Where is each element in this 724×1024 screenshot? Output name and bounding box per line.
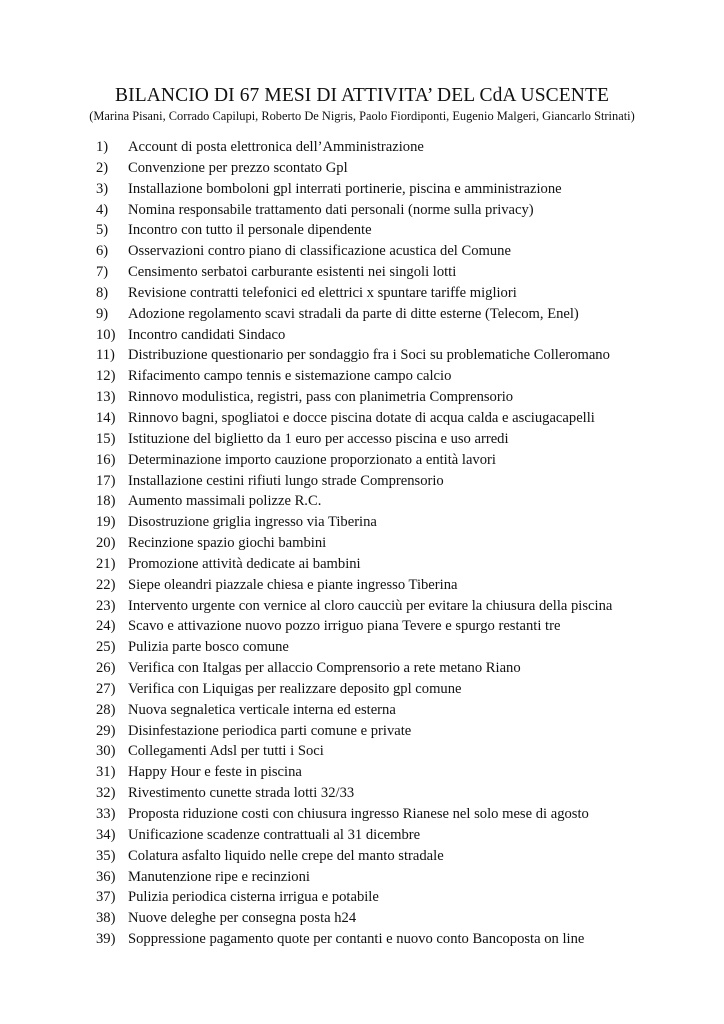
list-item (0, 241, 724, 262)
list-item-text: Adozione regolamento scavi stradali da parte di ditte esterne (Telecom, Enel) (128, 305, 579, 322)
list-item (0, 325, 724, 346)
list-item (0, 741, 724, 762)
list-item (0, 929, 724, 950)
list-item (0, 867, 724, 888)
list-item (0, 491, 724, 512)
list-item-number: 28) (96, 701, 116, 718)
list-item-number: 39) (96, 931, 116, 948)
list-item-number: 35) (96, 847, 116, 864)
list-item-text: Installazione bomboloni gpl interrati portinerie, piscina e amministrazione (128, 180, 562, 197)
list-item-text: Verifica con Italgas per allaccio Comprensorio a rete metano Riano (128, 660, 521, 677)
list-item-number: 24) (96, 618, 116, 635)
list-item-number: 5) (96, 222, 109, 239)
list-item-number: 36) (96, 868, 116, 885)
list-item-text: Censimento serbatoi carburante esistenti nei singoli lotti (128, 264, 457, 281)
list-item (0, 783, 724, 804)
list-item (0, 575, 724, 596)
list-item-number: 9) (96, 305, 109, 322)
list-item-text: Installazione cestini rifiuti lungo strade Comprensorio (128, 472, 444, 489)
list-item-text: Disostruzione griglia ingresso via Tiberina (128, 514, 377, 531)
list-item (0, 700, 724, 721)
list-item (0, 366, 724, 387)
list-item-text: Rinnovo modulistica, registri, pass con planimetria Comprensorio (128, 389, 514, 406)
list-item (0, 908, 724, 929)
list-item (0, 533, 724, 554)
list-item-text: Convenzione per prezzo scontato Gpl (128, 159, 348, 176)
list-item-text: Soppressione pagamento quote per contanti e nuovo conto Bancoposta on line (128, 931, 585, 948)
list-item-text: Revisione contratti telefonici ed elettrici x spuntare tariffe migliori (128, 284, 517, 301)
list-item-number: 10) (96, 326, 116, 343)
list-item (0, 721, 724, 742)
list-item-number: 11) (96, 347, 115, 364)
list-item-text: Rifacimento campo tennis e sistemazione campo calcio (128, 368, 452, 385)
list-item (0, 554, 724, 575)
list-item-number: 16) (96, 451, 116, 468)
list-item (0, 429, 724, 450)
list-item-number: 12) (96, 368, 116, 385)
list-item (0, 345, 724, 366)
list-item-text: Disinfestazione periodica parti comune e private (128, 722, 412, 739)
list-item (0, 679, 724, 700)
list-item-text: Incontro con tutto il personale dipendente (128, 222, 372, 239)
list-item-number: 4) (96, 201, 109, 218)
list-item-text: Account di posta elettronica dell’Amministrazione (128, 139, 424, 155)
list-item-number: 31) (96, 764, 116, 781)
list-item-number: 30) (96, 743, 116, 760)
list-item-text: Manutenzione ripe e recinzioni (128, 868, 310, 885)
list-item-text: Osservazioni contro piano di classificazione acustica del Comune (128, 243, 511, 260)
list-item (0, 762, 724, 783)
list-item (0, 512, 724, 533)
list-item-text: Pulizia periodica cisterna irrigua e potabile (128, 889, 379, 906)
list-item-text: Intervento urgente con vernice al cloro caucciù per evitare la chiusura della piscina (128, 597, 613, 614)
list-item-number: 3) (96, 180, 109, 197)
list-item-number: 1) (96, 139, 109, 155)
list-item-text: Nuove deleghe per consegna posta h24 (128, 910, 357, 927)
list-item-text: Rinnovo bagni, spogliatoi e docce piscina dotate di acqua calda e asciugacapelli (128, 409, 595, 426)
list-item-number: 22) (96, 576, 116, 593)
list-item (0, 887, 724, 908)
list-item-number: 14) (96, 409, 116, 426)
list-item-number: 26) (96, 660, 116, 677)
list-item (0, 408, 724, 429)
list-item-number: 38) (96, 910, 116, 927)
list-item (0, 283, 724, 304)
list-item-number: 13) (96, 389, 116, 406)
list-item-text: Siepe oleandri piazzale chiesa e piante ingresso Tiberina (128, 576, 458, 593)
list-item-number: 6) (96, 243, 109, 260)
list-item (0, 158, 724, 179)
list-item-text: Rivestimento cunette strada lotti 32/33 (128, 785, 355, 802)
list-item-text: Unificazione scadenze contrattuali al 31 dicembre (128, 826, 421, 843)
list-item (0, 304, 724, 325)
list-item-text: Determinazione importo cauzione proporzionato a entità lavori (128, 451, 496, 468)
activity-list (0, 137, 724, 950)
list-item (0, 450, 724, 471)
list-item-number: 33) (96, 806, 116, 822)
list-item-text: Happy Hour e feste in piscina (128, 764, 302, 781)
list-item-text: Istituzione del biglietto da 1 euro per accesso piscina e uso arredi (128, 430, 509, 447)
list-item-text: Collegamenti Adsl per tutti i Soci (128, 743, 324, 760)
list-item-number: 18) (96, 493, 116, 510)
list-item (0, 179, 724, 200)
list-item (0, 596, 724, 617)
list-item (0, 825, 724, 846)
list-item-number: 37) (96, 889, 116, 906)
list-item-text: Proposta riduzione costi con chiusura ingresso Rianese nel solo mese di agosto (128, 806, 589, 822)
list-item (0, 262, 724, 283)
list-item (0, 658, 724, 679)
list-item-text: Verifica con Liquigas per realizzare deposito gpl comune (128, 680, 462, 697)
list-item-number: 7) (96, 264, 109, 281)
list-item-text: Colatura asfalto liquido nelle crepe del manto stradale (128, 847, 444, 864)
list-item-number: 29) (96, 722, 116, 739)
list-item (0, 200, 724, 221)
list-item-text: Recinzione spazio giochi bambini (128, 535, 327, 552)
list-item-text: Distribuzione questionario per sondaggio fra i Soci su problematiche Colleromano (128, 347, 610, 364)
list-item (0, 220, 724, 241)
list-item-text: Nomina responsabile trattamento dati personali (norme sulla privacy) (128, 201, 534, 218)
list-item (0, 137, 724, 158)
list-item-number: 32) (96, 785, 116, 802)
list-item (0, 387, 724, 408)
list-item-text: Scavo e attivazione nuovo pozzo irriguo piana Tevere e spurgo restanti tre (128, 618, 561, 635)
list-item-number: 25) (96, 639, 116, 656)
list-item-number: 20) (96, 535, 116, 552)
list-item (0, 616, 724, 637)
list-item-number: 34) (96, 826, 116, 843)
list-item-number: 27) (96, 680, 116, 697)
document-title: BILANCIO DI 67 MESI DI ATTIVITA’ DEL CdA USCENTE (115, 85, 609, 106)
list-item-text: Promozione attività dedicate ai bambini (128, 555, 361, 572)
list-item-text: Nuova segnaletica verticale interna ed esterna (128, 701, 396, 718)
list-item (0, 471, 724, 492)
list-item-number: 15) (96, 430, 116, 447)
list-item (0, 637, 724, 658)
list-item (0, 846, 724, 867)
list-item (0, 804, 724, 825)
list-item-number: 8) (96, 284, 109, 301)
list-item-text: Aumento massimali polizze R.C. (128, 493, 322, 510)
list-item-text: Pulizia parte bosco comune (128, 639, 289, 656)
list-item-number: 17) (96, 472, 116, 489)
document-subtitle: (Marina Pisani, Corrado Capilupi, Roberto De Nigris, Paolo Fiordiponti, Eugenio Malgeri, Giancarlo Strinati) (89, 109, 635, 123)
list-item-text: Incontro candidati Sindaco (128, 326, 286, 343)
list-item-number: 19) (96, 514, 116, 531)
list-item-number: 21) (96, 555, 116, 572)
list-item-number: 2) (96, 159, 109, 176)
list-item-number: 23) (96, 597, 116, 614)
